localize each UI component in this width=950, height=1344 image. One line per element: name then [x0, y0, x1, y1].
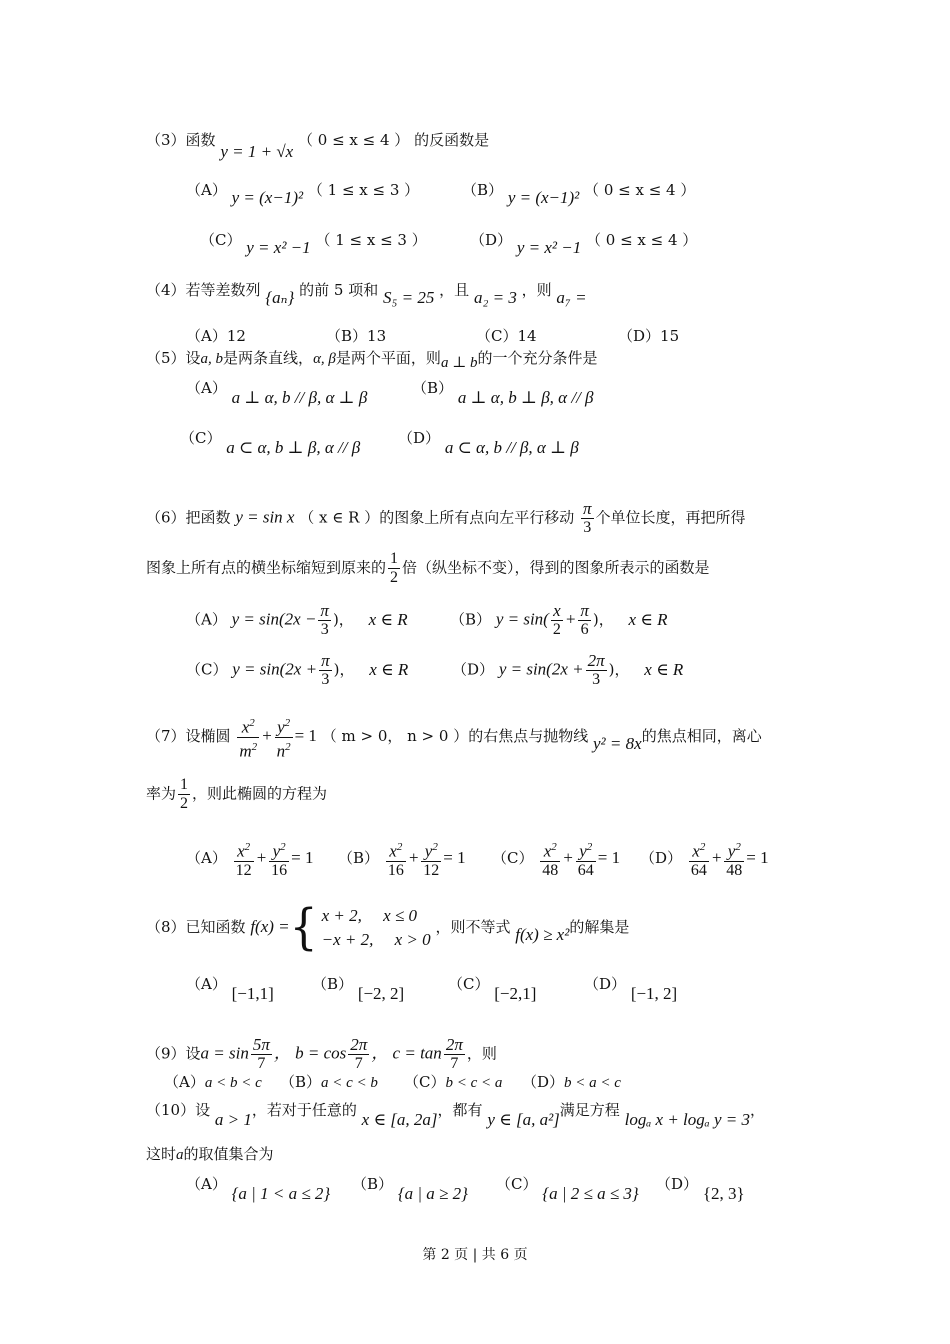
- q6-stem-line2: 图象上所有点的横坐标缩短到原来的 $\frac{1}{2}$ 倍（纵坐标不变），得到的图象所表示的函数是: [146, 550, 710, 586]
- q3-stem: （3）函数 y = 1 + √x （ 0 ≤ x ≤ 4 ） 的反函数是: [146, 131, 490, 161]
- q4-option-b[interactable]: （B）13: [326, 327, 387, 345]
- q6-option-a[interactable]: （A） y = sin(2x − $\frac{\pi}{3}$ )， x ∈ R: [186, 601, 408, 638]
- q9-stem: （9）设a = sin $\frac{5\pi}{7}$ ， b = cos $\frac{2\pi}{7}$ ， c = tan $\frac{2\pi}{7}$ ，则: [146, 1035, 497, 1072]
- q4-option-a[interactable]: （A）12: [186, 327, 246, 345]
- q5-stem: （5）设a, b是两条直线，α, β是两个平面，则a ⊥ b的一个充分条件是: [146, 349, 598, 371]
- q6-shift-fraction: $\frac{\pi}{3}$: [583, 499, 592, 536]
- q7-option-c[interactable]: （C） $\frac{x^2}{48}$ + $\frac{y^2}{64}$ = 1: [492, 838, 620, 880]
- q8-option-a[interactable]: （A） [−1,1]: [186, 975, 274, 1003]
- q4-option-d[interactable]: （D）15: [618, 327, 680, 345]
- q6-option-b[interactable]: （B） y = sin( $\frac{x}{2}$ + $\frac{\pi}{6}$ )， x ∈ R: [450, 601, 668, 638]
- q3-option-a[interactable]: （A） y = (x−1)² （ 1 ≤ x ≤ 3 ）: [186, 181, 420, 207]
- q10-option-b[interactable]: （B） {a | a ≥ 2}: [352, 1175, 468, 1203]
- q4-option-c[interactable]: （C）14: [476, 327, 537, 345]
- q7-option-a[interactable]: （A） $\frac{x^2}{12}$ + $\frac{y^2}{16}$ = 1: [186, 838, 313, 880]
- piecewise-brace: {: [289, 899, 318, 956]
- q7-stem-line1: （7）设椭圆 $\frac{x^2}{m^2}$ + $\frac{y^2}{n^2}$ = 1 （ m > 0， n > 0 ）的右焦点与抛物线 y² = 8x的焦点相同，离心: [146, 714, 762, 760]
- q3-func: y = 1 + √x: [220, 142, 294, 161]
- q8-option-d[interactable]: （D） [−1, 2]: [584, 975, 678, 1003]
- q9-option-b[interactable]: （B）a < c < b: [280, 1073, 378, 1091]
- q5-option-a[interactable]: （A） a ⊥ α, b // β, α ⊥ β: [186, 379, 368, 407]
- q10-option-c[interactable]: （C） {a | 2 ≤ a ≤ 3}: [496, 1175, 639, 1203]
- q8-option-c[interactable]: （C） [−2,1]: [448, 975, 537, 1003]
- q9-option-a[interactable]: （A）a < b < c: [164, 1073, 262, 1091]
- q5-option-c[interactable]: （C） a ⊂ α, b ⊥ β, α // β: [180, 429, 361, 457]
- q10-stem-line1: （10）设 a > 1，若对于任意的 x ∈ [a, 2a]，都有 y ∈ [a, a²]满足方程 logₐ x + logₐ y = 3，: [146, 1101, 766, 1129]
- q3-option-d[interactable]: （D） y = x² −1 （ 0 ≤ x ≤ 4 ）: [470, 231, 698, 257]
- q5-option-d[interactable]: （D） a ⊂ α, b // β, α ⊥ β: [398, 429, 579, 457]
- page-footer: 第 2 页 | 共 6 页: [422, 1247, 528, 1263]
- q10-stem-line2: 这时a的取值集合为: [146, 1145, 274, 1163]
- q7-option-d[interactable]: （D） $\frac{x^2}{64}$ + $\frac{y^2}{48}$ = 1: [640, 838, 769, 880]
- q4-stem: （4）若等差数列 {aₙ} 的前 5 项和 S₅ = 25 ，且 a₂ = 3 ，则 a₇ =: [146, 281, 587, 307]
- q3-domain: （ 0 ≤ x ≤ 4 ）: [297, 131, 410, 149]
- q6-stem-line1: （6）把函数 y = sin x （ x ∈ R ）的图象上所有点向左平行移动 $\frac{\pi}{3}$ 个单位长度，再把所得: [146, 499, 746, 536]
- q10-option-d[interactable]: （D） {2, 3}: [656, 1175, 745, 1203]
- q8-stem: （8）已知函数 f(x) ={ x + 2, x ≤ 0 −x + 2, x > 0 ，则不等式 f(x) ≥ x²的解集是: [146, 899, 630, 956]
- q5-option-b[interactable]: （B） a ⊥ α, b ⊥ β, α // β: [412, 379, 594, 407]
- q3-option-b[interactable]: （B） y = (x−1)² （ 0 ≤ x ≤ 4 ）: [462, 181, 696, 207]
- q7-stem-line2: 率为 $\frac{1}{2}$ ，则此椭圆的方程为: [146, 776, 328, 812]
- q9-option-d[interactable]: （D）b < a < c: [522, 1073, 621, 1091]
- q7-option-b[interactable]: （B） $\frac{x^2}{16}$ + $\frac{y^2}{12}$ = 1: [338, 838, 466, 880]
- q6-option-d[interactable]: （D） y = sin(2x + $\frac{2\pi}{3}$ )， x ∈ R: [452, 651, 684, 688]
- q10-option-a[interactable]: （A） {a | 1 < a ≤ 2}: [186, 1175, 331, 1203]
- q6-option-c[interactable]: （C） y = sin(2x + $\frac{\pi}{3}$ )， x ∈ R: [186, 651, 409, 688]
- q8-option-b[interactable]: （B） [−2, 2]: [312, 975, 405, 1003]
- q3-option-c[interactable]: （C） y = x² −1 （ 1 ≤ x ≤ 3 ）: [200, 231, 427, 257]
- q4-seq: {aₙ}: [265, 288, 295, 307]
- q9-option-c[interactable]: （C）b < c < a: [404, 1073, 503, 1091]
